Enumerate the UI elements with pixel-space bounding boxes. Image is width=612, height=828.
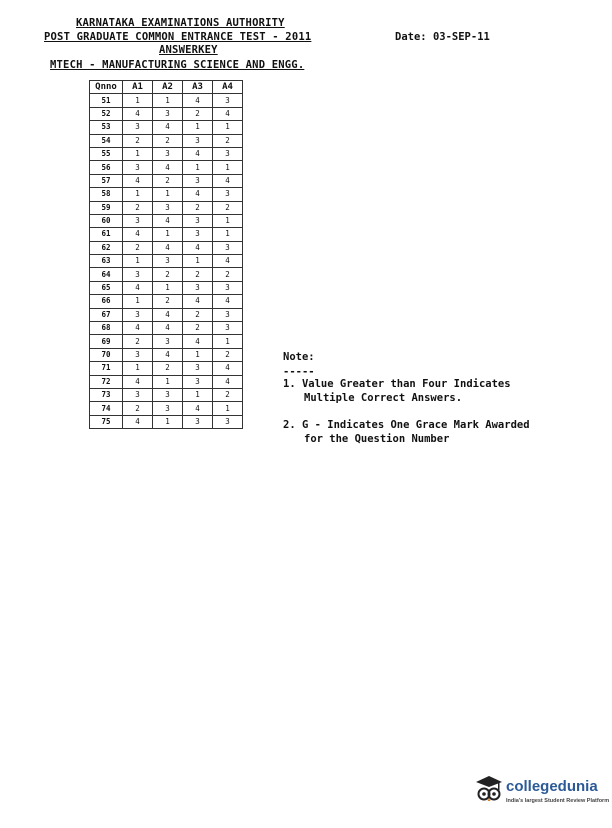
answer-cell: 4 [153,214,183,227]
question-number-cell: 62 [90,241,123,254]
answer-cell: 3 [213,188,243,201]
answer-cell: 2 [153,134,183,147]
table-header-row [90,81,243,94]
table-row [90,201,243,214]
answer-cell: 1 [153,375,183,388]
answer-cell: 4 [153,161,183,174]
table-row [90,147,243,160]
table-row [90,268,243,281]
answer-cell: 4 [123,107,153,120]
answer-cell: 3 [213,94,243,107]
subject-title: MTECH - MANUFACTURING SCIENCE AND ENGG. [50,59,305,71]
question-number-cell: 59 [90,201,123,214]
question-number-cell: 72 [90,375,123,388]
table-row [90,174,243,187]
question-number-cell: 53 [90,121,123,134]
answer-cell: 2 [123,241,153,254]
answer-cell: 4 [123,415,153,428]
graduate-owl-icon [474,774,504,804]
answer-cell: 3 [183,214,213,227]
question-number-cell: 67 [90,308,123,321]
table-row [90,362,243,375]
answer-cell: 3 [153,335,183,348]
answer-cell: 1 [213,335,243,348]
note-divider: ----- [283,366,315,378]
answer-cell: 1 [183,121,213,134]
answer-cell: 3 [153,402,183,415]
answer-cell: 3 [213,241,243,254]
column-header-a1: A1 [123,81,153,94]
table-row [90,188,243,201]
answer-cell: 1 [213,228,243,241]
answer-cell: 2 [123,335,153,348]
question-number-cell: 56 [90,161,123,174]
answer-cell: 1 [123,188,153,201]
question-number-cell: 63 [90,255,123,268]
answer-cell: 4 [153,322,183,335]
column-header-qnno: Qnno [90,81,123,94]
table-row [90,375,243,388]
answer-cell: 3 [153,201,183,214]
table-row [90,348,243,361]
table-row [90,107,243,120]
answer-cell: 1 [153,94,183,107]
answer-cell: 4 [183,147,213,160]
table-row [90,161,243,174]
table-row [90,388,243,401]
question-number-cell: 55 [90,147,123,160]
question-number-cell: 69 [90,335,123,348]
answer-cell: 2 [213,388,243,401]
answer-cell: 4 [153,348,183,361]
answer-cell: 3 [123,121,153,134]
answer-cell: 1 [123,147,153,160]
table-row [90,228,243,241]
answer-cell: 3 [213,322,243,335]
answer-cell: 1 [153,415,183,428]
answer-cell: 3 [213,281,243,294]
answer-cell: 1 [123,255,153,268]
exam-authority-title: KARNATAKA EXAMINATIONS AUTHORITY [76,17,285,29]
answer-cell: 2 [153,362,183,375]
answer-cell: 1 [153,188,183,201]
answer-cell: 4 [153,308,183,321]
answer-cell: 4 [153,121,183,134]
answer-cell: 4 [153,241,183,254]
answer-cell: 1 [183,348,213,361]
table-row [90,295,243,308]
answer-cell: 1 [213,121,243,134]
table-row [90,308,243,321]
question-number-cell: 73 [90,388,123,401]
answer-cell: 1 [213,214,243,227]
table-row [90,322,243,335]
answer-cell: 3 [153,147,183,160]
answer-cell: 2 [123,201,153,214]
brand-name: collegedunia [506,778,598,795]
answer-cell: 2 [213,268,243,281]
answer-cell: 4 [183,295,213,308]
column-header-a4: A4 [213,81,243,94]
table-row [90,335,243,348]
answer-cell: 2 [123,402,153,415]
table-row [90,402,243,415]
table-row [90,255,243,268]
table-row [90,94,243,107]
answer-cell: 1 [183,161,213,174]
answer-cell: 4 [123,281,153,294]
answer-cell: 3 [123,388,153,401]
table-row [90,281,243,294]
answer-cell: 2 [153,268,183,281]
answer-cell: 1 [183,388,213,401]
answer-cell: 4 [183,188,213,201]
answer-cell: 3 [213,308,243,321]
answer-cell: 2 [153,295,183,308]
answer-cell: 3 [183,362,213,375]
note-title: Note: [283,351,315,363]
exam-date [395,31,490,43]
answer-cell: 3 [123,308,153,321]
answer-cell: 3 [153,388,183,401]
column-header-a2: A2 [153,81,183,94]
question-number-cell: 64 [90,268,123,281]
answer-cell: 1 [213,402,243,415]
table-row [90,415,243,428]
note-item-1-cont: Multiple Correct Answers. [304,392,463,404]
answerkey-title: ANSWERKEY [159,44,218,56]
answer-cell: 4 [213,174,243,187]
answer-cell: 3 [183,174,213,187]
note-item-1: 1. Value Greater than Four Indicates [283,378,511,390]
answer-key-table [89,80,243,429]
answer-cell: 3 [123,348,153,361]
answer-cell: 4 [213,255,243,268]
table-row [90,121,243,134]
question-number-cell: 71 [90,362,123,375]
answer-cell: 3 [123,268,153,281]
question-number-cell: 65 [90,281,123,294]
answer-cell: 4 [183,94,213,107]
column-header-a3: A3 [183,81,213,94]
answer-cell: 4 [183,402,213,415]
answer-cell: 4 [123,322,153,335]
question-number-cell: 51 [90,94,123,107]
note-item-2: 2. G - Indicates One Grace Mark Awarded [283,419,530,431]
answer-cell: 3 [183,134,213,147]
answer-cell: 1 [153,228,183,241]
collegedunia-watermark [474,772,610,812]
answer-cell: 4 [213,375,243,388]
answer-cell: 4 [123,174,153,187]
question-number-cell: 58 [90,188,123,201]
answer-cell: 2 [213,134,243,147]
answer-cell: 4 [183,241,213,254]
question-number-cell: 74 [90,402,123,415]
question-number-cell: 52 [90,107,123,120]
answer-cell: 2 [123,134,153,147]
answer-cell: 3 [183,415,213,428]
brand-tagline: India's largest Student Review Platform [506,798,610,804]
answer-cell: 3 [183,228,213,241]
answer-cell: 1 [123,295,153,308]
table-row [90,241,243,254]
question-number-cell: 75 [90,415,123,428]
answer-cell: 2 [213,348,243,361]
answer-cell: 4 [213,107,243,120]
answer-cell: 4 [123,228,153,241]
question-number-cell: 60 [90,214,123,227]
answer-cell: 1 [183,255,213,268]
answer-cell: 3 [213,415,243,428]
answer-cell: 3 [123,161,153,174]
answer-cell: 3 [123,214,153,227]
answer-cell: 4 [183,335,213,348]
question-number-cell: 54 [90,134,123,147]
date-label: Date: [395,31,427,43]
answer-cell: 2 [183,201,213,214]
question-number-cell: 66 [90,295,123,308]
table-row [90,214,243,227]
answer-cell: 4 [213,362,243,375]
answer-cell: 3 [153,255,183,268]
answer-cell: 2 [153,174,183,187]
answer-cell: 1 [153,281,183,294]
answer-cell: 1 [213,161,243,174]
question-number-cell: 68 [90,322,123,335]
answer-cell: 3 [213,147,243,160]
answer-key-body [90,94,243,429]
answer-cell: 1 [123,94,153,107]
answer-cell: 4 [213,295,243,308]
question-number-cell: 61 [90,228,123,241]
answer-cell: 3 [183,281,213,294]
note-item-2-cont: for the Question Number [304,433,450,445]
answer-cell: 2 [213,201,243,214]
answer-cell: 4 [123,375,153,388]
answer-cell: 3 [183,375,213,388]
date-value: 03-SEP-11 [432,31,490,43]
exam-name-title: POST GRADUATE COMMON ENTRANCE TEST - 2011 [44,31,312,43]
question-number-cell: 70 [90,348,123,361]
table-row [90,134,243,147]
answer-cell: 3 [153,107,183,120]
answer-cell: 2 [183,308,213,321]
answer-cell: 1 [123,362,153,375]
answer-cell: 2 [183,268,213,281]
answer-cell: 2 [183,322,213,335]
answer-cell: 2 [183,107,213,120]
question-number-cell: 57 [90,174,123,187]
